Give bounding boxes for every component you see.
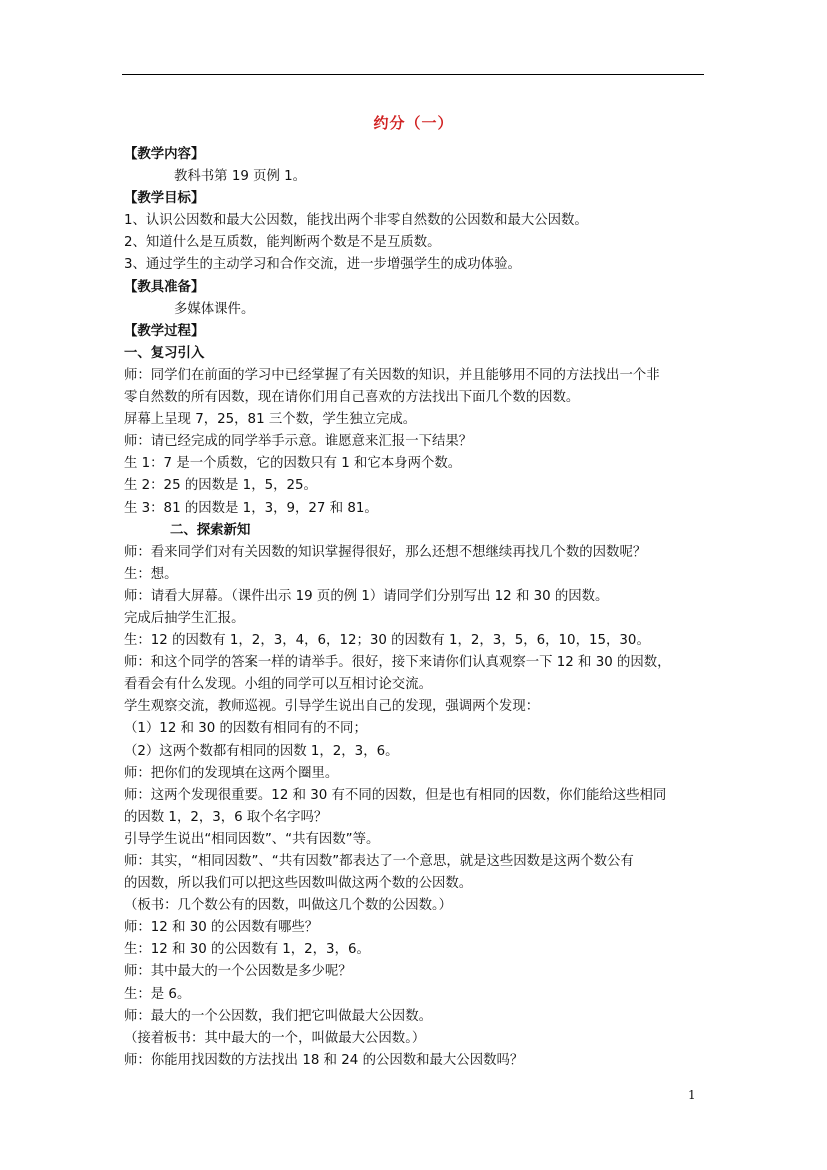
paragraph-line: 2、知道什么是互质数，能判断两个数是不是互质数。 (124, 235, 441, 251)
paragraph-line: 完成后抽学生汇报。 (124, 610, 245, 626)
paragraph-line: 3、通过学生的主动学习和合作交流，进一步增强学生的成功体验。 (124, 257, 521, 273)
section-heading: 一、复习引入 (124, 345, 205, 361)
paragraph-line: 师：这两个发现很重要。12 和 30 有不同的因数，但是也有相同的因数，你们能给这些相同 (124, 787, 667, 803)
paragraph-line: 1、认识公因数和最大公因数，能找出两个非零自然数的公因数和最大公因数。 (124, 213, 588, 229)
paragraph-line: 学生观察交流，教师巡视。引导学生说出自己的发现，强调两个发现： (124, 699, 540, 715)
paragraph-line: 师：12 和 30 的公因数有哪些？ (124, 920, 319, 936)
paragraph-line: （2）这两个数都有相同的因数 1，2，3，6。 (124, 743, 399, 759)
paragraph-line: 生 1：7 是一个质数，它的因数只有 1 和它本身两个数。 (124, 456, 462, 472)
paragraph-line: 引导学生说出“相同因数”、“共有因数”等。 (124, 831, 380, 847)
paragraph-line: 师：请已经完成的同学举手示意。谁愿意来汇报一下结果？ (124, 434, 473, 450)
paragraph-line: 师：和这个同学的答案一样的请举手。很好，接下来请你们认真观察一下 12 和 30 的因数， (124, 655, 671, 671)
paragraph-line: 的因数 1，2，3，6 取个名字吗？ (124, 809, 328, 825)
document-title: 约分（一） (373, 114, 454, 132)
paragraph-line: 生：12 的因数有 1，2，3，4，6，12；30 的因数有 1，2，3，5，6，10，15，30。 (124, 633, 650, 649)
paragraph-line: 教科书第 19 页例 1。 (174, 169, 307, 185)
header-rule (122, 74, 704, 75)
paragraph-line: 师：其实，“相同因数”、“共有因数”都表达了一个意思，就是这些因数是这两个数公有 (124, 854, 634, 869)
paragraph-line: 师：同学们在前面的学习中已经掌握了有关因数的知识，并且能够用不同的方法找出一个非 (124, 367, 660, 383)
section-heading: 【教学内容】 (124, 147, 205, 162)
paragraph-line: 师：最大的一个公因数，我们把它叫做最大公因数。 (124, 1008, 432, 1024)
paragraph-line: 师：其中最大的一个公因数是多少呢？ (124, 964, 352, 980)
paragraph-line: 的因数，所以我们可以把这些因数叫做这两个数的公因数。 (124, 876, 473, 892)
section-heading: 【教学过程】 (124, 323, 205, 339)
paragraph-line: 生 2：25 的因数是 1，5，25。 (124, 478, 317, 494)
paragraph-line: 师：请看大屏幕。（课件出示 19 页的例 1）请同学们分别写出 12 和 30 的因数。 (124, 588, 609, 604)
paragraph-line: 生：是 6。 (124, 986, 191, 1002)
section-heading: 【教学目标】 (124, 191, 205, 207)
paragraph-line: 屏幕上呈现 7，25，81 三个数，学生独立完成。 (124, 412, 417, 428)
paragraph-line: 零自然数的所有因数，现在请你们用自己喜欢的方法找出下面几个数的因数。 (124, 390, 580, 406)
paragraph-line: 生 3：81 的因数是 1，3，9，27 和 81。 (124, 500, 378, 516)
paragraph-line: 生：12 和 30 的公因数有 1，2，3，6。 (124, 942, 370, 958)
paragraph-line: （板书：几个数公有的因数，叫做这几个数的公因数。） (124, 898, 453, 914)
paragraph-line: 师：你能用找因数的方法找出 18 和 24 的公因数和最大公因数吗？ (124, 1052, 524, 1068)
section-heading: 【教具准备】 (124, 279, 205, 295)
section-heading: 二、探索新知 (170, 522, 251, 538)
paragraph-line: 多媒体课件。 (174, 301, 255, 317)
page-number: 1 (688, 1088, 696, 1102)
paragraph-line: 看看会有什么发现。小组的同学可以互相讨论交流。 (124, 677, 432, 693)
paragraph-line: 师：看来同学们对有关因数的知识掌握得很好，那么还想不想继续再找几个数的因数呢？ (124, 544, 647, 560)
document-body (124, 144, 706, 1072)
paragraph-line: （接着板书：其中最大的一个，叫做最大公因数。） (124, 1030, 426, 1046)
paragraph-line: （1）12 和 30 的因数有相同有的不同； (124, 721, 367, 737)
paragraph-line: 生：想。 (124, 566, 178, 582)
paragraph-line: 师：把你们的发现填在这两个圈里。 (124, 765, 339, 781)
